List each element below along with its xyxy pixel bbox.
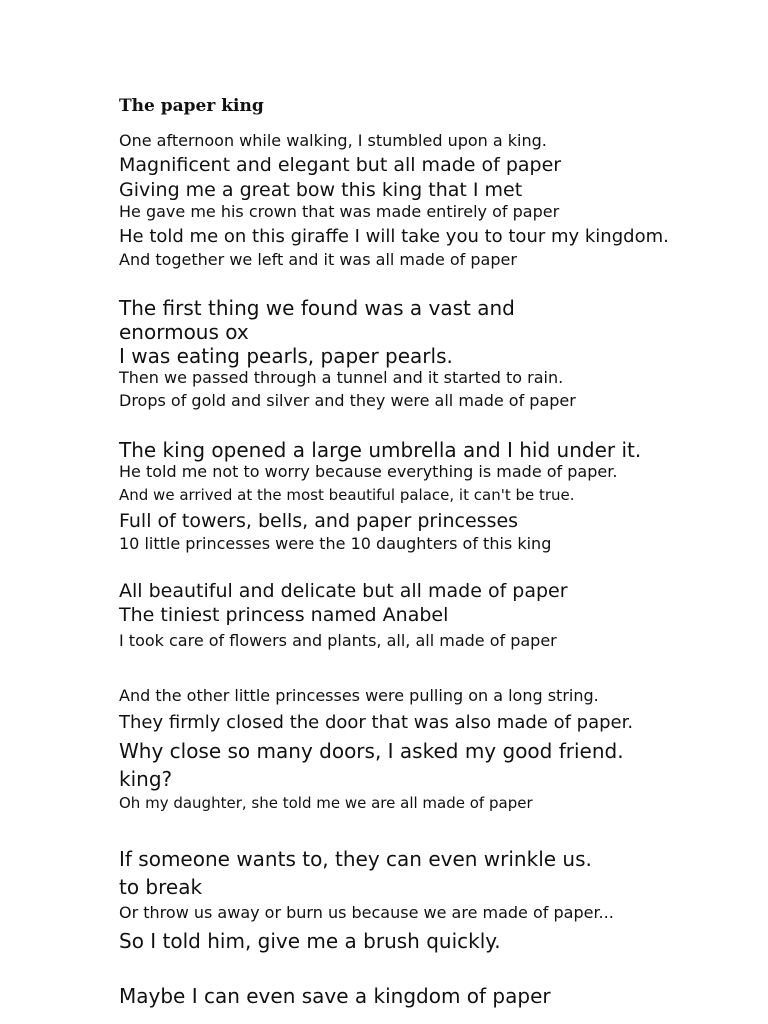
- poem-line: One afternoon while walking, I stumbled upon a king.: [119, 131, 547, 150]
- poem-line: And we arrived at the most beautiful palace, it can't be true.: [119, 486, 575, 504]
- poem-line: The first thing we found was a vast and: [119, 296, 515, 320]
- poem-line: The king opened a large umbrella and I hid under it.: [119, 438, 642, 462]
- poem-line: All beautiful and delicate but all made of paper: [119, 580, 568, 602]
- poem-line: He gave me his crown that was made entirely of paper: [119, 202, 560, 221]
- poem-line: And together we left and it was all made of paper: [119, 250, 517, 269]
- poem-title: The paper king: [119, 96, 264, 116]
- poem-line: Why close so many doors, I asked my good friend.: [119, 739, 624, 763]
- poem-line: They firmly closed the door that was also made of paper.: [119, 712, 634, 733]
- poem-line: Giving me a great bow this king that I met: [119, 179, 523, 201]
- poem-line: Or throw us away or burn us because we are made of paper...: [119, 903, 614, 922]
- poem-line: Magnificent and elegant but all made of paper: [119, 154, 562, 176]
- poem-line: to break: [119, 875, 203, 899]
- poem-line: Maybe I can even save a kingdom of paper: [119, 984, 551, 1008]
- poem-line: He told me not to worry because everything is made of paper.: [119, 462, 618, 481]
- poem-line: king?: [119, 767, 173, 791]
- poem-line: Then we passed through a tunnel and it started to rain.: [119, 368, 564, 387]
- poem-line: I was eating pearls, paper pearls.: [119, 344, 453, 368]
- poem-line: I took care of flowers and plants, all, all made of paper: [119, 631, 557, 650]
- poem-line: If someone wants to, they can even wrinkle us.: [119, 847, 592, 871]
- poem-line: The tiniest princess named Anabel: [119, 604, 449, 626]
- poem-line: He told me on this giraffe I will take you to tour my kingdom.: [119, 226, 669, 247]
- poem-line: So I told him, give me a brush quickly.: [119, 929, 501, 953]
- poem-line: And the other little princesses were pulling on a long string.: [119, 686, 599, 705]
- poem-line: 10 little princesses were the 10 daughters of this king: [119, 534, 552, 553]
- poem-line: Oh my daughter, she told me we are all made of paper: [119, 794, 533, 812]
- poem-line: Drops of gold and silver and they were all made of paper: [119, 391, 576, 410]
- poem-line: enormous ox: [119, 320, 249, 344]
- poem-line: Full of towers, bells, and paper princesses: [119, 510, 519, 532]
